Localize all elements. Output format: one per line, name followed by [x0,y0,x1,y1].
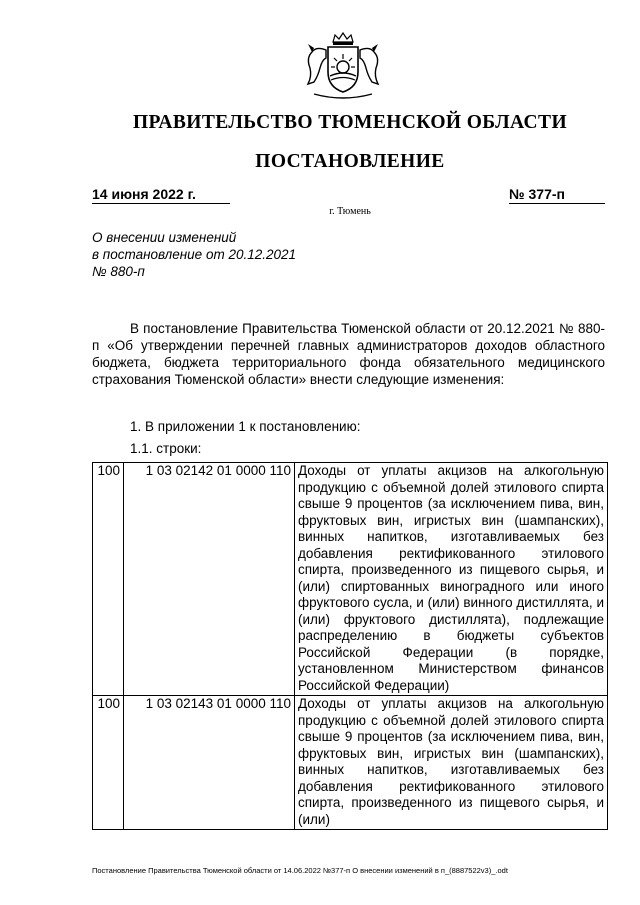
subject-line: в постановление от 20.12.2021 [92,247,297,262]
revenue-name-cell: Доходы от уплаты акцизов на алкогольную продукцию с объемной долей этилового спирта свыше 9 процентов (за исключением пива, вин, фруктовых вин, игристых вин (шампанских), винных напитков, изготавливаемых без добавления ректификованного этилового спирта, произведенного из пищевого сырья, и (или) спиртованных виноградного или иного фруктового сусла, и (или) винного дистиллята, и (или) фруктового дистиллята), подлежащие распределению в бюджеты субъектов Российской Федерации (в порядке, установленном Министерством финансов Российской Федерации) [295,463,608,696]
document-city: г. Тюмень [329,206,371,217]
document-number: № 377-п [509,186,605,204]
table-row [93,696,608,830]
document-type: ПОСТАНОВЛЕНИЕ [255,151,445,172]
intro-paragraph: В постановление Правительства Тюменской области от 20.12.2021 № 880-п «Об утверждении перечней главных администраторов доходов областного бюджета, бюджета территориального фонда обязательного медицинского страхования Тюменской области» внести следующие изменения: [92,321,605,387]
revenue-table-container [92,462,608,852]
item-1-1: 1.1. строки: [130,441,202,456]
page-footer: Постановление Правительства Тюменской области от 14.06.2022 №377-п О внесении изменений в п_(8887522v3)_.odt [92,866,508,875]
document-subject [92,229,392,280]
budget-code-cell: 1 03 02143 01 0000 110 [124,696,295,830]
budget-code-cell: 1 03 02142 01 0000 110 [124,463,295,696]
subject-line: О внесении изменений [92,230,237,245]
coat-of-arms-icon [300,32,386,102]
government-title: ПРАВИТЕЛЬСТВО ТЮМЕНСКОЙ ОБЛАСТИ [132,112,568,133]
revenue-table [92,462,608,830]
admin-code-cell: 100 [93,696,124,830]
item-1: 1. В приложении 1 к постановлению: [130,419,361,434]
document-date: 14 июня 2022 г. [92,186,230,204]
revenue-name-cell: Доходы от уплаты акцизов на алкогольную продукцию с объемной долей этилового спирта свыше 9 процентов (за исключением пива, вин, фруктовых вин, игристых вин (шампанских), винных напитков, изготавливаемых без добавления ректификованного этилового спирта, произведенного из пищевого сырья, и (или) [295,696,608,830]
subject-line: № 880-п [92,264,145,279]
table-row [93,463,608,696]
admin-code-cell: 100 [93,463,124,696]
